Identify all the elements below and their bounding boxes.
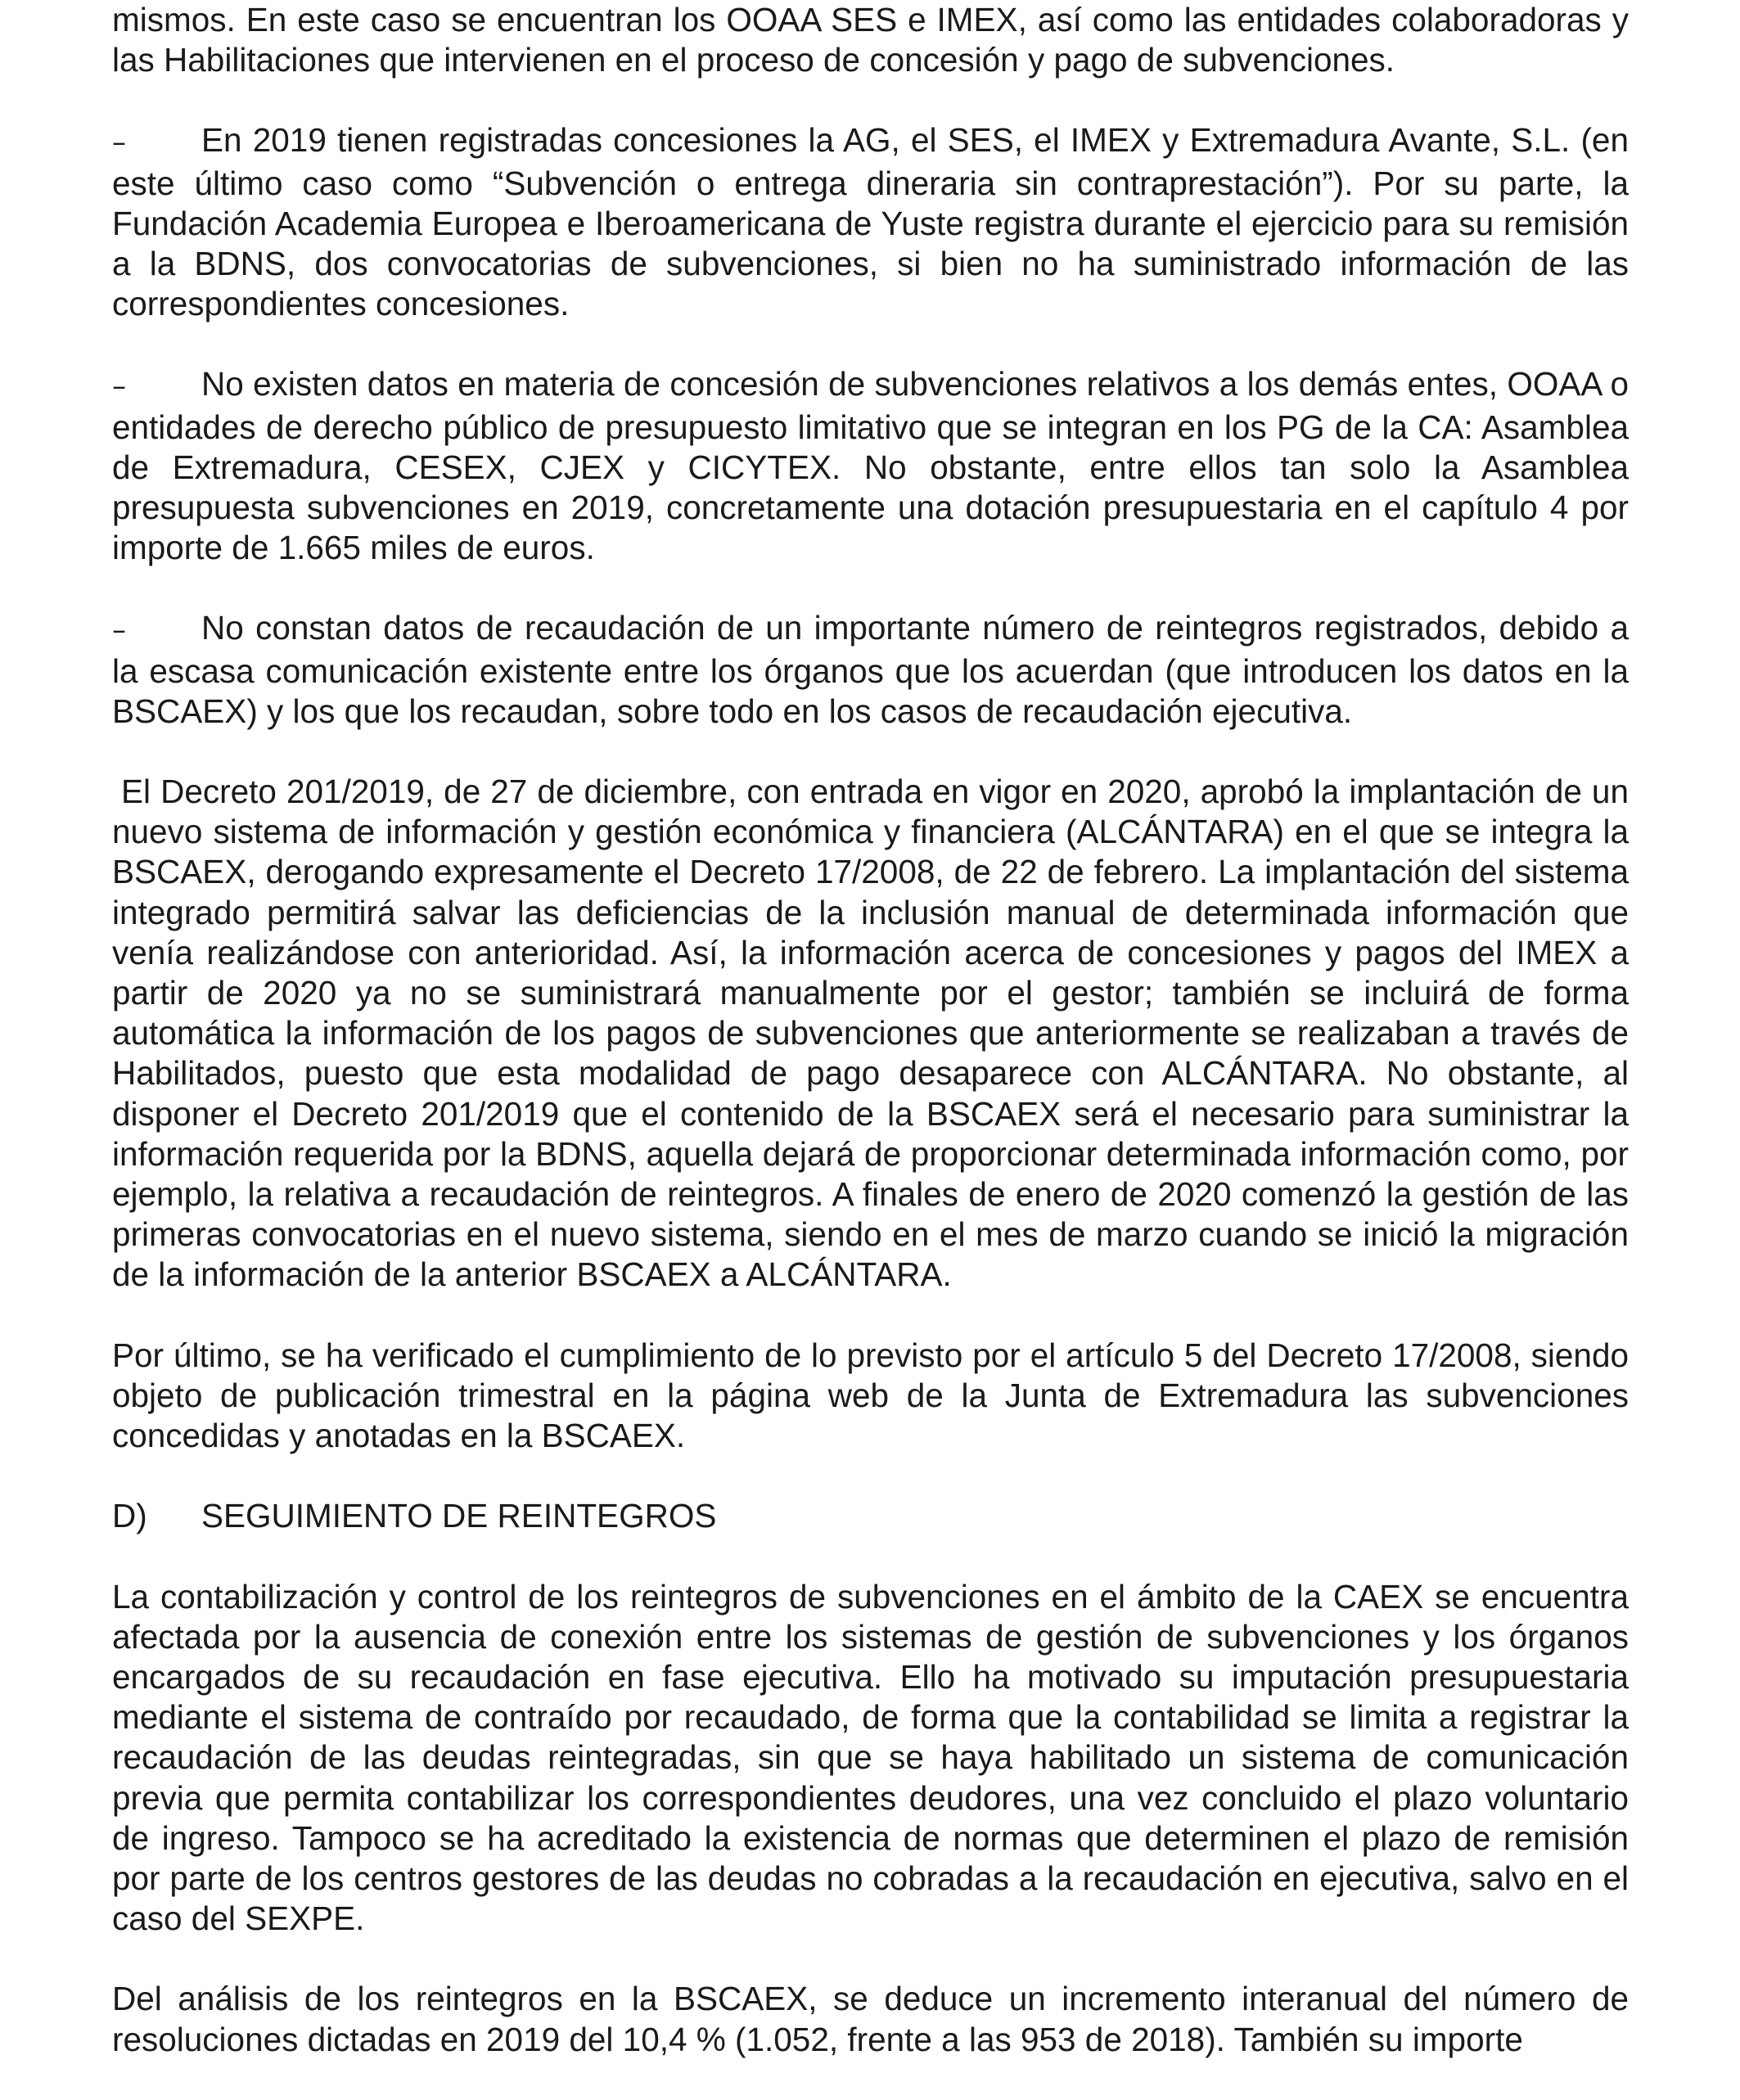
section-title: SEGUIMIENTO DE REINTEGROS [201, 1497, 717, 1535]
section-number: D) [112, 1497, 147, 1535]
dash-bullet-icon: – [112, 614, 126, 647]
section-heading [112, 1496, 1629, 1536]
paragraph-decreto [112, 772, 1629, 1296]
paragraph-analisis: Del análisis de los reintegros en la BSCAEX, se deduce un incremento interanual del número de resoluciones dictadas en 2019 del 10,4 % (1.052, frente a las 953 de 2018). También su importe [112, 1980, 1629, 2058]
dash-bullet-icon: – [112, 126, 126, 160]
bullet-item-recaudacion [112, 608, 1629, 732]
bullet-text: No constan datos de recaudación de un importante número de reintegros registrados, debido a la escasa comunicación existente entre los órganos que los acuerdan (que introducen los datos en la BSCAEX) y los que los recaudan, sobre todo en los casos de recaudación ejecutiva. [112, 609, 1629, 730]
paragraph-text: El Decreto 201/2019, de 27 de diciembre, con entrada en vigor en 2020, aprobó la implantación de un nuevo sistema de información y gestión económica y financiera (ALCÁNTARA) en el que se integra la BSCAEX, derogando expresamente el Decreto 17/2008, de 22 de febrero. La implantación del sistema integrado permitirá salvar las deficiencias de la inclusión manual de determinada información que venía realizándose con anterioridad. Así, la información acerca de concesiones y pagos del IMEX a partir de 2020 ya no se suministrará manualmente por el gestor; también se incluirá de forma automática la información de los pagos de subvenciones que anteriormente se realizaban a través de Habilitados, puesto que esta modalidad de pago desaparece con ALCÁNTARA. No obstante, al disponer el Decreto 201/2019 que el contenido de la BSCAEX será el necesario para suministrar la información requerida por la BDNS, aquella dejará de proporcionar determinada información como, por ejemplo, la relativa a recaudación de reintegros. A finales de enero de 2020 comenzó la gestión de las primeras convocatorias en el nuevo sistema, siendo en el mes de marzo cuando se inició la migración de la información de la anterior BSCAEX a ALCÁNTARA. [112, 773, 1629, 1294]
paragraph-continuation: mismos. En este caso se encuentran los OOAA SES e IMEX, así como las entidades colaboradoras y las Habilitaciones que intervienen en el proceso de concesión y pago de subvenciones. [112, 1, 1629, 79]
paragraph-contabilizacion: La contabilización y control de los reintegros de subvenciones en el ámbito de la CAEX se encuentra afectada por la ausencia de conexión entre los sistemas de gestión de subvenciones y los órganos encargados de su recaudación en fase ejecutiva. Ello ha motivado su imputación presupuestaria mediante el sistema de contraído por recaudado, de forma que la contabilidad se limita a registrar la recaudación de las deudas reintegradas, sin que se haya habilitado un sistema de comunicación previa que permita contabilizar los correspondientes deudores, una vez concluido el plazo voluntario de ingreso. Tampoco se ha acreditado la existencia de normas que determinen el plazo de remisión por parte de los centros gestores de las deudas no cobradas a la recaudación en ejecutiva, salvo en el caso del SEXPE. [112, 1577, 1629, 1938]
document-page [112, 0, 1629, 2100]
bullet-item-concesiones [112, 120, 1629, 324]
paragraph-publicacion: Por último, se ha verificado el cumplimiento de lo previsto por el artículo 5 del Decreto 17/2008, siendo objeto de publicación trimestral en la página web de la Junta de Extremadura las subvenciones concedidas y anotadas en la BSCAEX. [112, 1336, 1629, 1455]
dash-bullet-icon: – [112, 370, 126, 403]
bullet-text: No existen datos en materia de concesión de subvenciones relativos a los demás entes, OOAA o entidades de derecho público de presupuesto limitativo que se integran en los PG de la CA: Asamblea de Extremadura, CESEX, CJEX y CICYTEX. No obstante, entre ellos tan solo la Asamblea presupuesta subvenciones en 2019, concretamente una dotación presupuestaria en el capítulo 4 por importe de 1.665 miles de euros. [112, 365, 1629, 567]
bullet-text: En 2019 tienen registradas concesiones la AG, el SES, el IMEX y Extremadura Avante, S.L. (en este último caso como “Subvención o entrega dineraria sin contraprestación”). Por su parte, la Fundación Academia Europea e Iberoamericana de Yuste registra durante el ejercicio para su remisión a la BDNS, dos convocatorias de subvenciones, si bien no ha suministrado información de las correspondientes concesiones. [112, 121, 1629, 323]
bullet-item-no-existen-datos [112, 364, 1629, 568]
